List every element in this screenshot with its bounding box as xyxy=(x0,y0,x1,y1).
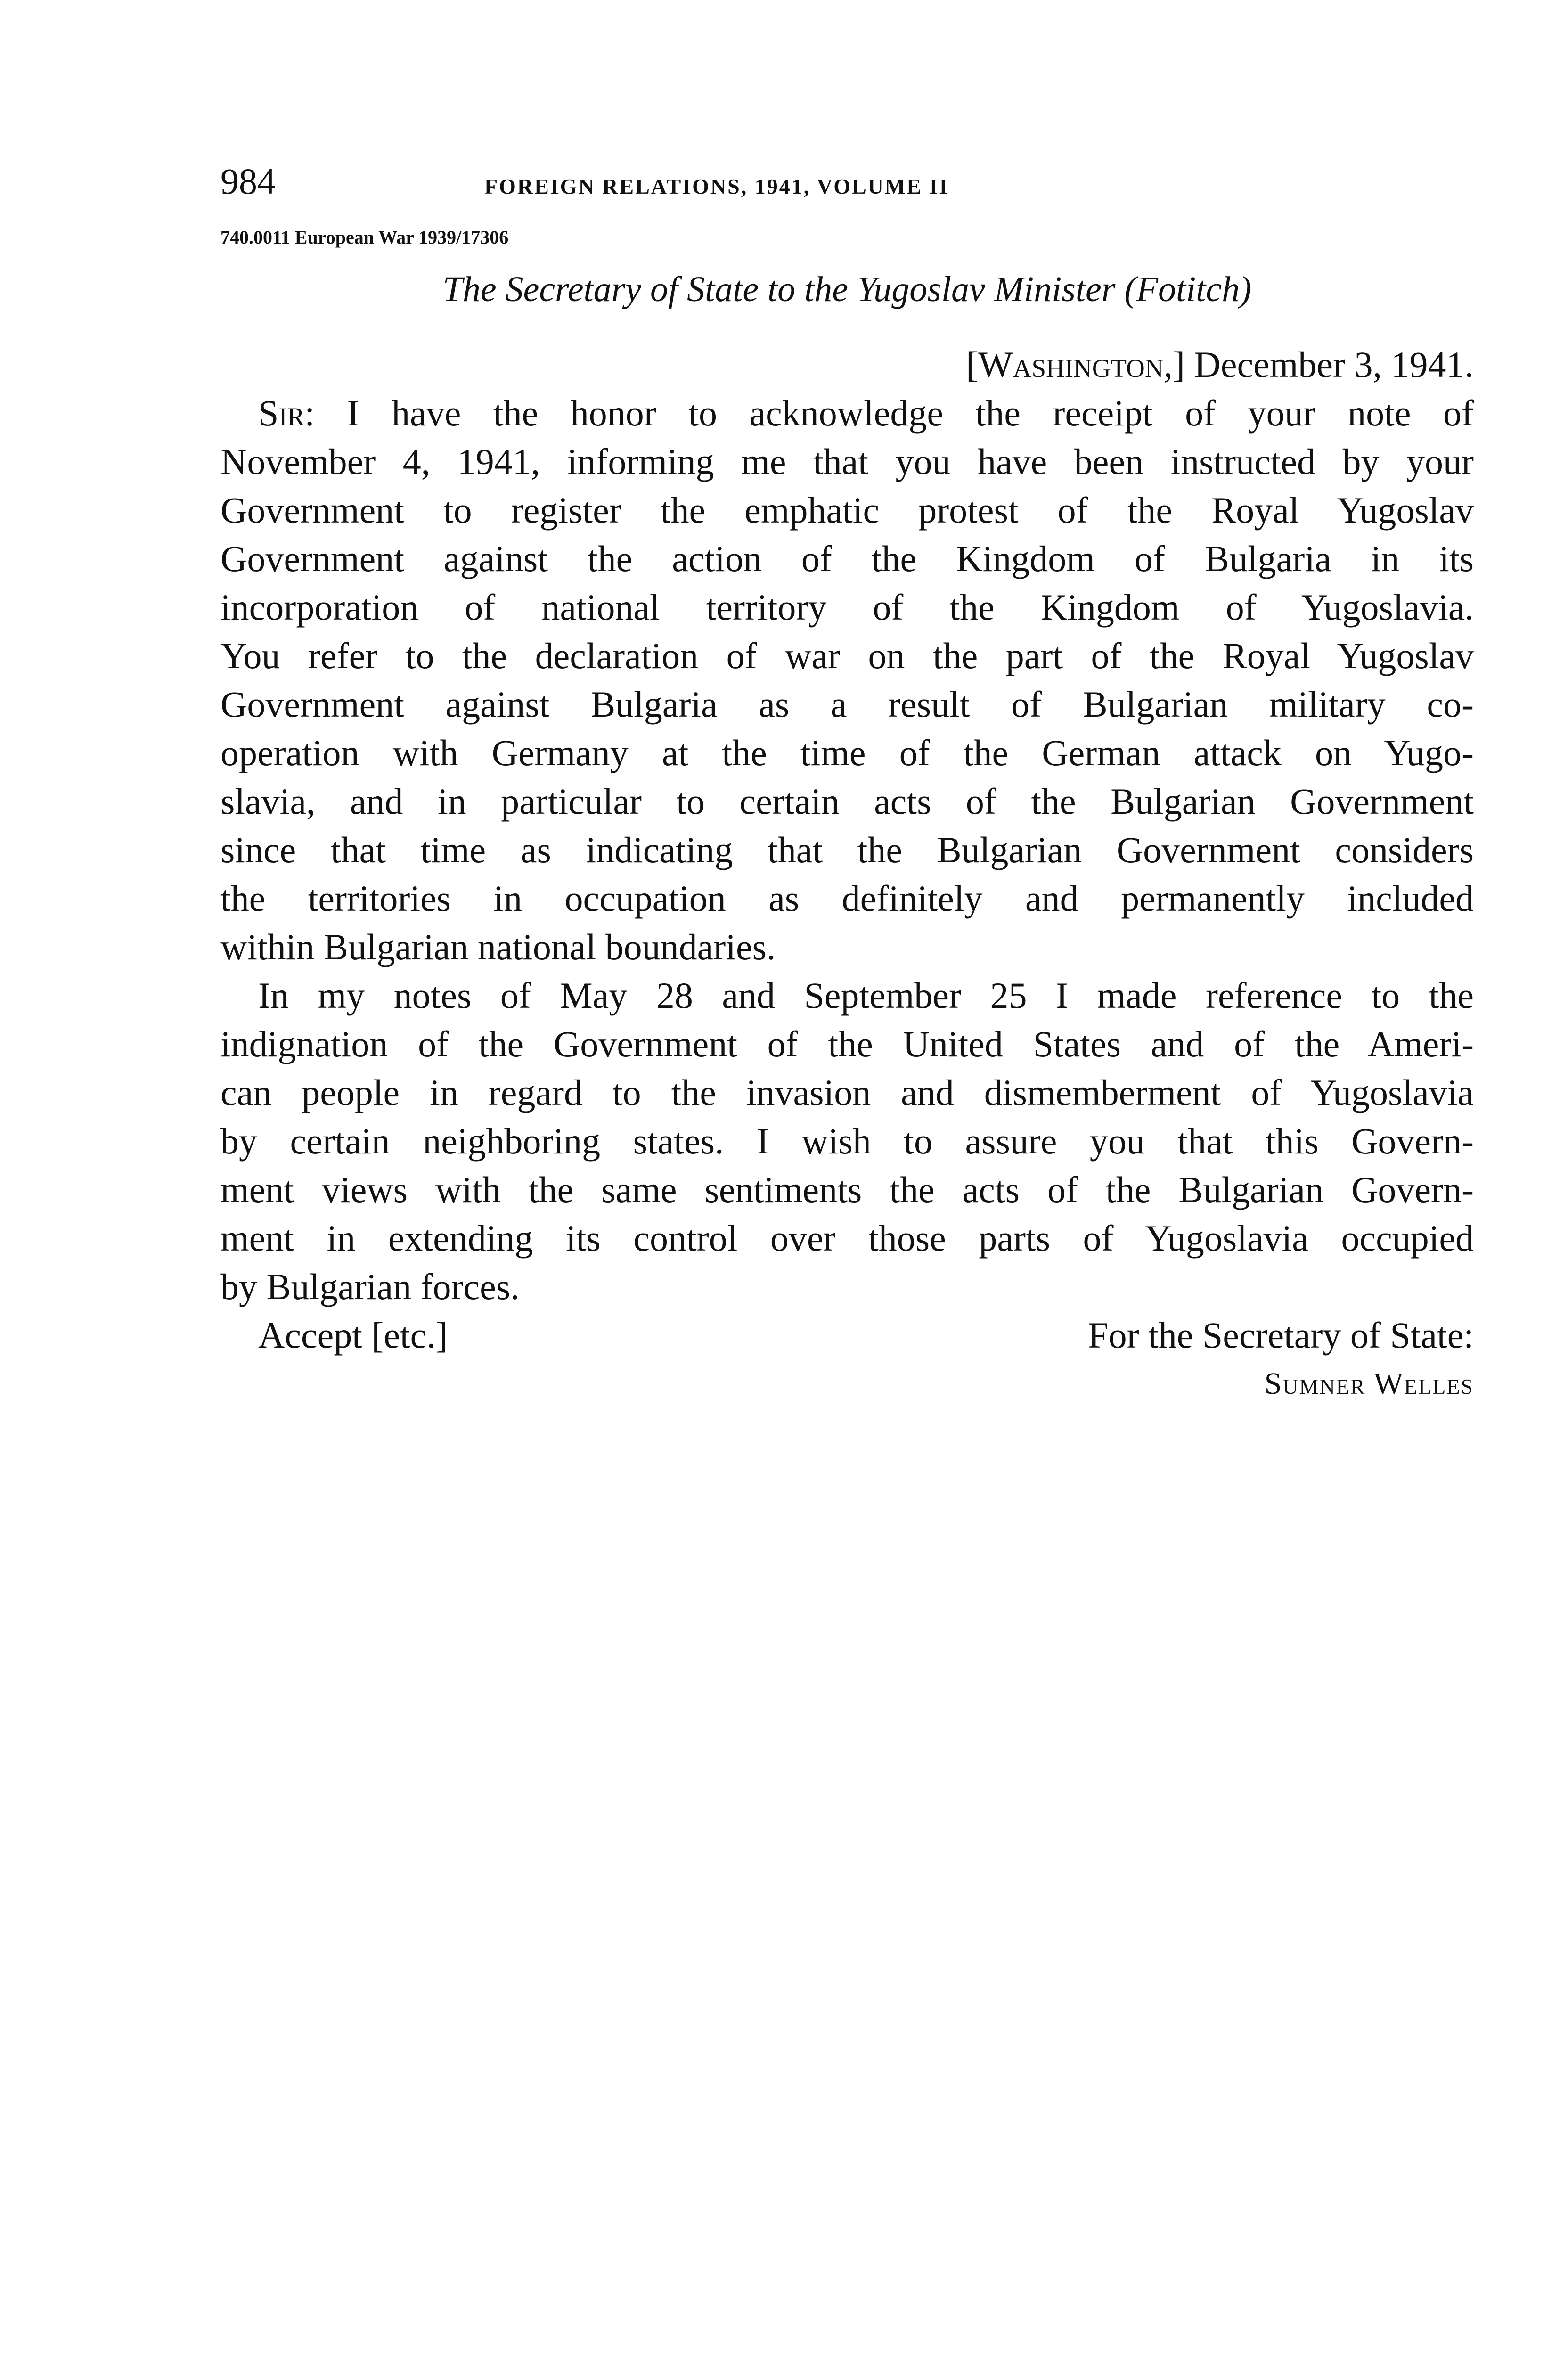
dateline-date: December 3, 1941. xyxy=(1194,344,1474,385)
dateline-place: [Washington,] xyxy=(966,344,1185,385)
page-number: 984 xyxy=(220,161,276,202)
closing xyxy=(220,1311,1474,1359)
running-head-title: FOREIGN RELATIONS, 1941, VOLUME II xyxy=(484,174,949,198)
paragraph-1-line: Government to register the emphatic protest of the Royal Yugoslav xyxy=(220,490,1474,531)
paragraph-1-line: slavia, and in particular to certain acts of the Bulgarian Government xyxy=(220,781,1474,822)
paragraph-1-line: incorporation of national territory of the Kingdom of Yugoslavia. xyxy=(220,587,1474,628)
accept-line: Accept [etc.] xyxy=(258,1315,448,1356)
paragraph-2-line: In my notes of May 28 and September 25 I made reference to the xyxy=(258,975,1474,1016)
paragraph-2-line: indignation of the Government of the United States and of the Ameri- xyxy=(220,1023,1474,1064)
paragraph-1-line: Government against Bulgaria as a result of Bulgarian military co- xyxy=(220,684,1474,725)
running-head xyxy=(220,160,1474,212)
dateline xyxy=(220,340,1474,389)
paragraph-2-line: ment views with the same sentiments the acts of the Bulgarian Govern- xyxy=(220,1169,1474,1210)
paragraph-1-line: since that time as indicating that the Bulgarian Government considers xyxy=(220,829,1474,870)
paragraph-2-line: ment in extending its control over those parts of Yugoslavia occupied xyxy=(220,1218,1474,1259)
document-title: The Secretary of State to the Yugoslav Minister (Fotitch) xyxy=(442,270,1252,309)
for-secretary-line: For the Secretary of State: xyxy=(1088,1315,1474,1356)
paragraph-1-line: the territories in occupation as definitely and permanently included xyxy=(220,878,1474,919)
document-page xyxy=(220,160,1474,1408)
paragraph-1-line: operation with Germany at the time of the German attack on Yugo- xyxy=(220,732,1474,773)
paragraph-1-line: You refer to the declaration of war on the part of the Royal Yugoslav xyxy=(220,635,1474,676)
paragraph-1-line: Sir: I have the honor to acknowledge the receipt of your note of xyxy=(258,393,1474,434)
paragraph-2-line: by Bulgarian forces. xyxy=(220,1266,520,1307)
file-number: 740.0011 European War 1939/17306 xyxy=(220,227,509,248)
paragraph-1-line: within Bulgarian national boundaries. xyxy=(220,926,776,967)
paragraph-1-line: Government against the action of the Kingdom of Bulgaria in its xyxy=(220,538,1474,579)
paragraph-2-line: by certain neighboring states. I wish to assure you that this Govern- xyxy=(220,1121,1474,1162)
signature: Sumner Welles xyxy=(1264,1366,1474,1401)
paragraph-2-line: can people in regard to the invasion and dismemberment of Yugoslavia xyxy=(220,1072,1474,1113)
paragraph-1-line: November 4, 1941, informing me that you have been instructed by your xyxy=(220,441,1474,482)
paragraph-1 xyxy=(220,389,1474,971)
paragraph-2 xyxy=(220,971,1474,1311)
salutation: Sir: xyxy=(258,393,315,434)
